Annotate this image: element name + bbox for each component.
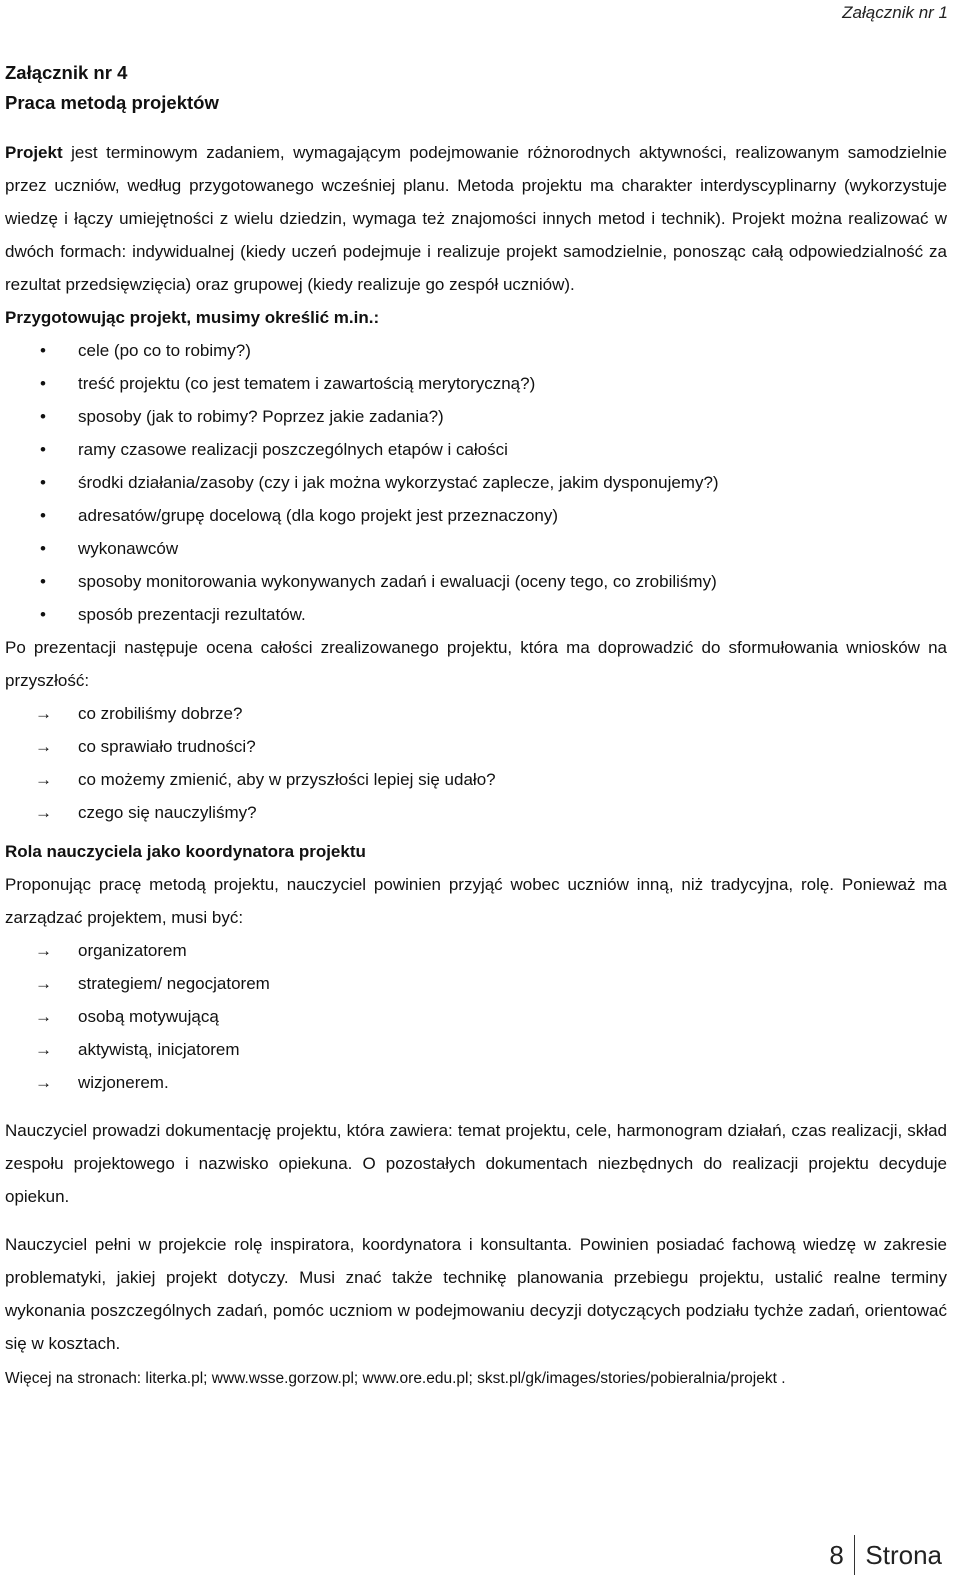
prep-list-item-text: sposoby (jak to robimy? Poprzez jakie zadania?) xyxy=(78,407,444,426)
prep-list-item-text: cele (po co to robimy?) xyxy=(78,341,251,360)
arrow-right-icon: → xyxy=(35,1040,52,1059)
role-list-item xyxy=(5,967,947,1000)
arrow-right-icon: → xyxy=(35,737,52,756)
intro-paragraph xyxy=(5,136,947,301)
intro-term: Projekt xyxy=(5,143,63,162)
role-list-item xyxy=(5,1066,947,1099)
prep-heading: Przygotowując projekt, musimy określić m.in.: xyxy=(5,308,380,327)
evaluation-list-item-text: co możemy zmienić, aby w przyszłości lepiej się udało? xyxy=(78,770,496,789)
prep-list-item-text: treść projektu (co jest tematem i zawartością merytoryczną?) xyxy=(78,374,536,393)
prep-list-item-text: adresatów/grupę docelową (dla kogo projekt jest przeznaczony) xyxy=(78,506,559,525)
intro-text: jest terminowym zadaniem, wymagającym podejmowanie różnorodnych aktywności, realizowanym samodzielnie przez uczniów, według przygotowanego wcześniej planu. Metoda projektu ma charakter interdyscyplinarny (wykorzystuje wiedzę i łączy umiejętności z wielu dziedzin, wymaga też znajomości innych metod i technik). Projekt można realizować w dwóch formach: indywidualnej (kiedy uczeń podejmuje i realizuje projekt samodzielnie, ponosząc całą odpowiedzialność za rezultat przedsięwzięcia) oraz grupowej (kiedy realizuje go zespół uczniów). xyxy=(5,143,947,294)
prep-list-item xyxy=(5,400,947,433)
annex-note: Załącznik nr 1 xyxy=(842,3,948,22)
annex-title: Załącznik nr 4 xyxy=(5,62,128,83)
role-list-item xyxy=(5,1033,947,1066)
document-body xyxy=(5,58,947,1392)
prep-list-item xyxy=(5,334,947,367)
role-list-item-text: wizjonerem. xyxy=(78,1073,169,1092)
evaluation-list-item-text: czego się nauczyliśmy? xyxy=(78,803,257,822)
prep-list-item-text: sposoby monitorowania wykonywanych zadań i ewaluacji (oceny tego, co zrobiliśmy) xyxy=(78,572,717,591)
teacher-role-paragraph: Nauczyciel pełni w projekcie rolę inspiratora, koordynatora i konsultanta. Powinien posiadać fachową wiedzę w zakresie problematyki, jakiej projekt dotyczy. Musi znać także technikę planowania przebiegu projektu, ustalić realne terminy wykonania poszczególnych zadań, pomóc uczniom w podejmowaniu decyzji dotyczących podziału tychże zadań, orientować się w kosztach. xyxy=(5,1235,947,1353)
evaluation-list-item xyxy=(5,763,947,796)
prep-list-item xyxy=(5,367,947,400)
references-line: Więcej na stronach: literka.pl; www.wsse.gorzow.pl; www.ore.edu.pl; skst.pl/gk/images/stories/pobieralnia/projekt . xyxy=(5,1370,786,1387)
role-list-item xyxy=(5,934,947,967)
page-word: Strona xyxy=(865,1539,942,1570)
page-footer xyxy=(829,1533,942,1577)
prep-list-item xyxy=(5,433,947,466)
evaluation-list-item-text: co sprawiało trudności? xyxy=(78,737,256,756)
evaluation-list-item xyxy=(5,730,947,763)
bullet-icon: • xyxy=(40,374,46,393)
prep-list-item-text: wykonawców xyxy=(78,539,179,558)
prep-list-item xyxy=(5,598,947,631)
role-list-item-text: strategiem/ negocjatorem xyxy=(78,974,270,993)
arrow-right-icon: → xyxy=(35,941,52,960)
bullet-icon: • xyxy=(40,440,46,459)
document-title: Praca metodą projektów xyxy=(5,92,219,113)
prep-list-item xyxy=(5,499,947,532)
bullet-icon: • xyxy=(40,341,46,360)
evaluation-paragraph: Po prezentacji następuje ocena całości zrealizowanego projektu, która ma doprowadzić do sformułowania wniosków na przyszłość: xyxy=(5,638,947,690)
role-list-item xyxy=(5,1000,947,1033)
evaluation-list xyxy=(5,697,947,829)
bullet-icon: • xyxy=(40,572,46,591)
evaluation-list-item xyxy=(5,796,947,829)
prep-list-item-text: sposób prezentacji rezultatów. xyxy=(78,605,306,624)
arrow-right-icon: → xyxy=(35,974,52,993)
footer-divider xyxy=(854,1535,856,1575)
prep-list-item-text: ramy czasowe realizacji poszczególnych etapów i całości xyxy=(78,440,508,459)
prep-list-item xyxy=(5,565,947,598)
bullet-icon: • xyxy=(40,506,46,525)
page-number: 8 xyxy=(829,1539,844,1570)
role-heading: Rola nauczyciela jako koordynatora projektu xyxy=(5,842,366,861)
bullet-icon: • xyxy=(40,539,46,558)
evaluation-list-item-text: co zrobiliśmy dobrze? xyxy=(78,704,243,723)
role-list xyxy=(5,934,947,1099)
evaluation-list-item xyxy=(5,697,947,730)
role-paragraph: Proponując pracę metodą projektu, nauczyciel powinien przyjąć wobec uczniów inną, niż tradycyjna, rolę. Ponieważ ma zarządzać projektem, musi być: xyxy=(5,875,947,927)
arrow-right-icon: → xyxy=(35,803,52,822)
bullet-icon: • xyxy=(40,473,46,492)
prep-list-item xyxy=(5,466,947,499)
prep-list-item xyxy=(5,532,947,565)
role-list-item-text: organizatorem xyxy=(78,941,187,960)
bullet-icon: • xyxy=(40,407,46,426)
arrow-right-icon: → xyxy=(35,770,52,789)
prep-list xyxy=(5,334,947,631)
documentation-paragraph: Nauczyciel prowadzi dokumentację projektu, która zawiera: temat projektu, cele, harmonogram działań, czas realizacji, skład zespołu projektowego i nazwisko opiekuna. O pozostałych dokumentach niezbędnych do realizacji projektu decyduje opiekun. xyxy=(5,1121,947,1206)
bullet-icon: • xyxy=(40,605,46,624)
arrow-right-icon: → xyxy=(35,1073,52,1092)
prep-list-item-text: środki działania/zasoby (czy i jak można wykorzystać zaplecze, jakim dysponujemy?) xyxy=(78,473,719,492)
arrow-right-icon: → xyxy=(35,1007,52,1026)
role-list-item-text: osobą motywującą xyxy=(78,1007,219,1026)
role-list-item-text: aktywistą, inicjatorem xyxy=(78,1040,240,1059)
arrow-right-icon: → xyxy=(35,704,52,723)
